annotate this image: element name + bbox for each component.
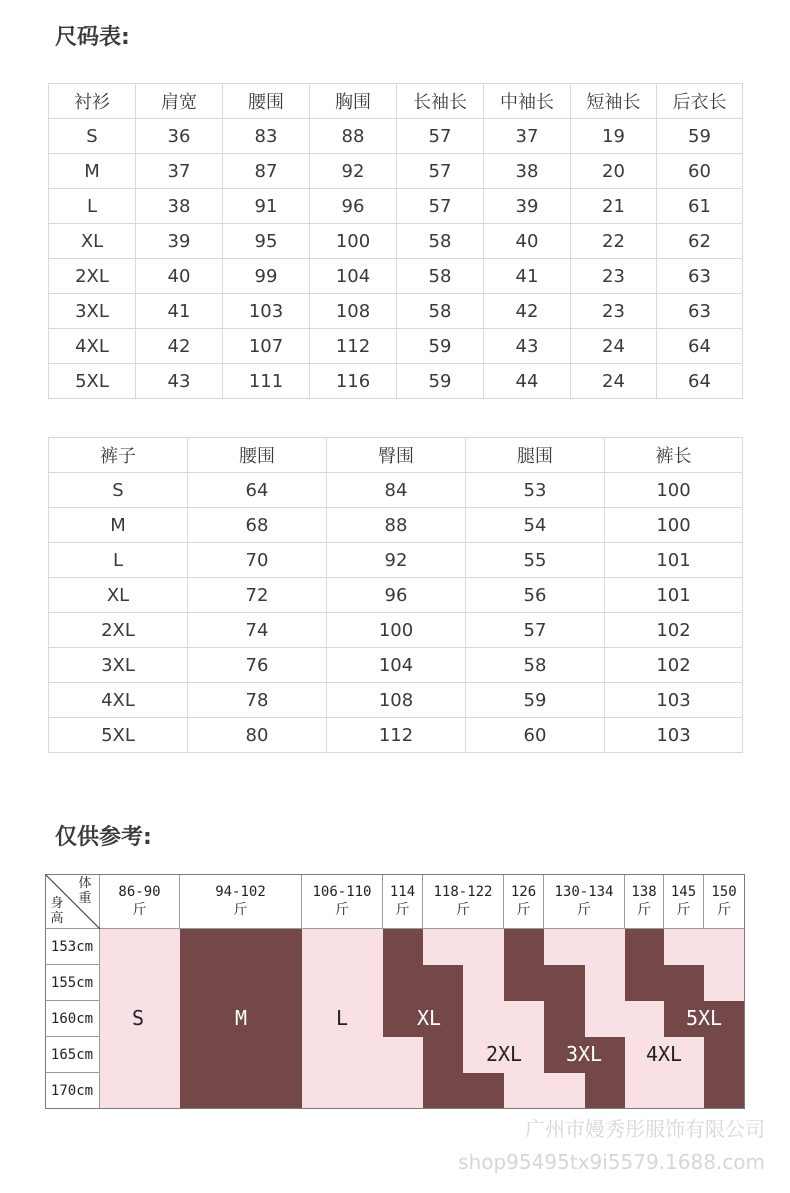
table-cell: 3XL (49, 648, 188, 683)
table-cell: 62 (657, 224, 743, 259)
weight-header (302, 874, 383, 929)
table-cell: L (49, 189, 136, 224)
table-cell: 58 (397, 259, 484, 294)
corner-weight-label: 体重 (78, 876, 92, 906)
weight-unit: 斤 (132, 902, 147, 918)
weight-height-reference-chart (45, 874, 745, 1109)
table-row (49, 119, 743, 154)
table-cell: 78 (188, 683, 327, 718)
table-cell: 64 (657, 364, 743, 399)
size-label: L (335, 1006, 349, 1030)
table-cell: 2XL (49, 259, 136, 294)
weight-range: 94-102 (215, 884, 266, 900)
weight-header (180, 874, 302, 929)
table-cell: 4XL (49, 683, 188, 718)
table-row (49, 718, 743, 753)
table-cell: 57 (397, 154, 484, 189)
size-label: XL (416, 1006, 442, 1030)
table-cell: 72 (188, 578, 327, 613)
table-cell: 37 (136, 154, 223, 189)
table-cell: 70 (188, 543, 327, 578)
shop-url-watermark: shop95495tx9i5579.1688.com (458, 1150, 765, 1174)
height-header (45, 929, 100, 965)
weight-unit: 斤 (637, 902, 651, 918)
weight-unit: 斤 (335, 902, 349, 918)
table-cell: 116 (310, 364, 397, 399)
height-label: 160cm (50, 1010, 94, 1027)
table-cell: 100 (327, 613, 466, 648)
table-cell: 64 (188, 473, 327, 508)
table-cell: 108 (310, 294, 397, 329)
size-region (625, 929, 664, 1001)
weight-range: 150 (711, 884, 737, 900)
weight-unit: 斤 (233, 902, 248, 918)
size-region (423, 965, 463, 1109)
table-cell: 108 (327, 683, 466, 718)
table-cell: 63 (657, 294, 743, 329)
table-cell: 37 (484, 119, 571, 154)
height-header (45, 1037, 100, 1073)
table-cell: 104 (327, 648, 466, 683)
table-cell: XL (49, 578, 188, 613)
table-cell: 21 (571, 189, 657, 224)
table-row (49, 154, 743, 189)
header-cell: 裤长 (605, 438, 743, 473)
table-cell: 84 (327, 473, 466, 508)
weight-header (704, 874, 745, 929)
table-cell: 42 (136, 329, 223, 364)
height-header (45, 1001, 100, 1037)
table-cell: 58 (466, 648, 605, 683)
table-cell: 39 (484, 189, 571, 224)
height-header (45, 1073, 100, 1109)
height-label: 153cm (50, 938, 94, 955)
table-cell: 53 (466, 473, 605, 508)
table-cell: 96 (327, 578, 466, 613)
header-cell: 裤子 (49, 438, 188, 473)
header-cell: 腰围 (188, 438, 327, 473)
table-row (49, 613, 743, 648)
header-cell: 腰围 (223, 84, 310, 119)
table-cell: 59 (397, 329, 484, 364)
table-cell: 74 (188, 613, 327, 648)
table-row (49, 648, 743, 683)
table-cell: 38 (136, 189, 223, 224)
table-cell: 39 (136, 224, 223, 259)
table-cell: S (49, 119, 136, 154)
corner-header (45, 874, 100, 929)
table-cell: 100 (310, 224, 397, 259)
table-cell: 3XL (49, 294, 136, 329)
table-cell: 91 (223, 189, 310, 224)
header-cell: 长袖长 (397, 84, 484, 119)
header-cell: 臀围 (327, 438, 466, 473)
table-cell: 95 (223, 224, 310, 259)
table-cell: 107 (223, 329, 310, 364)
table-cell: M (49, 154, 136, 189)
header-cell: 中袖长 (484, 84, 571, 119)
size-label: 4XL (645, 1042, 683, 1066)
table-row (49, 473, 743, 508)
table-cell: M (49, 508, 188, 543)
table-cell: 59 (397, 364, 484, 399)
table-cell: 57 (466, 613, 605, 648)
table-cell: 54 (466, 508, 605, 543)
weight-range: 126 (510, 884, 537, 900)
table-cell: 43 (136, 364, 223, 399)
weight-unit: 斤 (456, 902, 470, 918)
table-cell: 112 (310, 329, 397, 364)
weight-unit: 斤 (395, 902, 410, 918)
pants-size-table (48, 437, 743, 753)
corner-height-label: 身高 (50, 896, 64, 926)
size-label: 3XL (565, 1042, 603, 1066)
table-cell: 112 (327, 718, 466, 753)
header-cell: 后衣长 (657, 84, 743, 119)
size-label: M (234, 1006, 248, 1030)
table-cell: 101 (605, 543, 743, 578)
weight-range: 114 (389, 884, 416, 900)
table-row (49, 259, 743, 294)
table-cell: 24 (571, 364, 657, 399)
table-cell: 104 (310, 259, 397, 294)
table-cell: 88 (310, 119, 397, 154)
size-chart-title: 尺码表: (55, 25, 130, 50)
weight-header (423, 874, 504, 929)
weight-header (625, 874, 664, 929)
weight-unit: 斤 (516, 902, 531, 918)
table-cell: XL (49, 224, 136, 259)
weight-unit: 斤 (577, 902, 591, 918)
table-row (49, 329, 743, 364)
table-cell: 102 (605, 648, 743, 683)
table-cell: 87 (223, 154, 310, 189)
header-cell: 衬衫 (49, 84, 136, 119)
header-cell: 肩宽 (136, 84, 223, 119)
table-cell: 80 (188, 718, 327, 753)
size-region (504, 929, 544, 1001)
weight-unit: 斤 (676, 902, 691, 918)
table-cell: 100 (605, 508, 743, 543)
table-cell: 61 (657, 189, 743, 224)
height-label: 165cm (50, 1046, 94, 1063)
table-cell: 40 (136, 259, 223, 294)
table-row (49, 543, 743, 578)
table-cell: 92 (310, 154, 397, 189)
table-cell: 57 (397, 189, 484, 224)
reference-title: 仅供参考: (55, 825, 152, 850)
shirt-size-table (48, 83, 743, 399)
company-watermark: 广州市嫚秀彤服饰有限公司 (525, 1117, 765, 1141)
size-label: S (131, 1006, 145, 1030)
table-cell: 92 (327, 543, 466, 578)
weight-header (544, 874, 625, 929)
table-cell: 2XL (49, 613, 188, 648)
table-cell: 23 (571, 259, 657, 294)
table-cell: 23 (571, 294, 657, 329)
table-cell: 99 (223, 259, 310, 294)
table-cell: 38 (484, 154, 571, 189)
table-cell: 60 (466, 718, 605, 753)
size-label: 5XL (685, 1006, 723, 1030)
table-cell: 88 (327, 508, 466, 543)
table-row (49, 578, 743, 613)
table-cell: 103 (605, 718, 743, 753)
table-cell: 24 (571, 329, 657, 364)
table-row (49, 294, 743, 329)
table-cell: 60 (657, 154, 743, 189)
table-cell: 4XL (49, 329, 136, 364)
weight-unit: 斤 (717, 902, 731, 918)
table-cell: 44 (484, 364, 571, 399)
table-cell: 68 (188, 508, 327, 543)
header-cell: 腿围 (466, 438, 605, 473)
weight-range: 118-122 (433, 884, 493, 900)
table-cell: 64 (657, 329, 743, 364)
table-cell: 55 (466, 543, 605, 578)
table-cell: 5XL (49, 718, 188, 753)
header-row (49, 438, 743, 473)
table-cell: 42 (484, 294, 571, 329)
table-cell: 40 (484, 224, 571, 259)
table-cell: 57 (397, 119, 484, 154)
table-cell: 103 (605, 683, 743, 718)
table-cell: 102 (605, 613, 743, 648)
height-header (45, 965, 100, 1001)
table-cell: 111 (223, 364, 310, 399)
table-cell: L (49, 543, 188, 578)
weight-range: 86-90 (118, 884, 161, 900)
table-cell: 5XL (49, 364, 136, 399)
table-cell: 59 (466, 683, 605, 718)
table-cell: 101 (605, 578, 743, 613)
weight-range: 106-110 (312, 884, 372, 900)
table-cell: 83 (223, 119, 310, 154)
table-cell: S (49, 473, 188, 508)
table-cell: 100 (605, 473, 743, 508)
table-cell: 22 (571, 224, 657, 259)
header-cell: 胸围 (310, 84, 397, 119)
height-label: 170cm (50, 1082, 94, 1099)
table-row (49, 508, 743, 543)
table-cell: 63 (657, 259, 743, 294)
table-cell: 103 (223, 294, 310, 329)
weight-range: 130-134 (554, 884, 614, 900)
table-cell: 43 (484, 329, 571, 364)
table-cell: 36 (136, 119, 223, 154)
weight-header (100, 874, 180, 929)
table-cell: 20 (571, 154, 657, 189)
table-cell: 41 (484, 259, 571, 294)
header-row (49, 84, 743, 119)
weight-header (383, 874, 423, 929)
table-cell: 58 (397, 224, 484, 259)
table-cell: 41 (136, 294, 223, 329)
table-row (49, 364, 743, 399)
weight-range: 138 (631, 884, 657, 900)
table-cell: 59 (657, 119, 743, 154)
table-cell: 56 (466, 578, 605, 613)
table-row (49, 189, 743, 224)
weight-header (664, 874, 704, 929)
header-cell: 短袖长 (571, 84, 657, 119)
table-cell: 19 (571, 119, 657, 154)
weight-range: 145 (670, 884, 697, 900)
table-row (49, 224, 743, 259)
size-label: 2XL (485, 1042, 523, 1066)
table-cell: 58 (397, 294, 484, 329)
table-row (49, 683, 743, 718)
height-label: 155cm (50, 974, 94, 991)
weight-header (504, 874, 544, 929)
table-cell: 96 (310, 189, 397, 224)
table-cell: 76 (188, 648, 327, 683)
size-region (463, 1073, 504, 1109)
